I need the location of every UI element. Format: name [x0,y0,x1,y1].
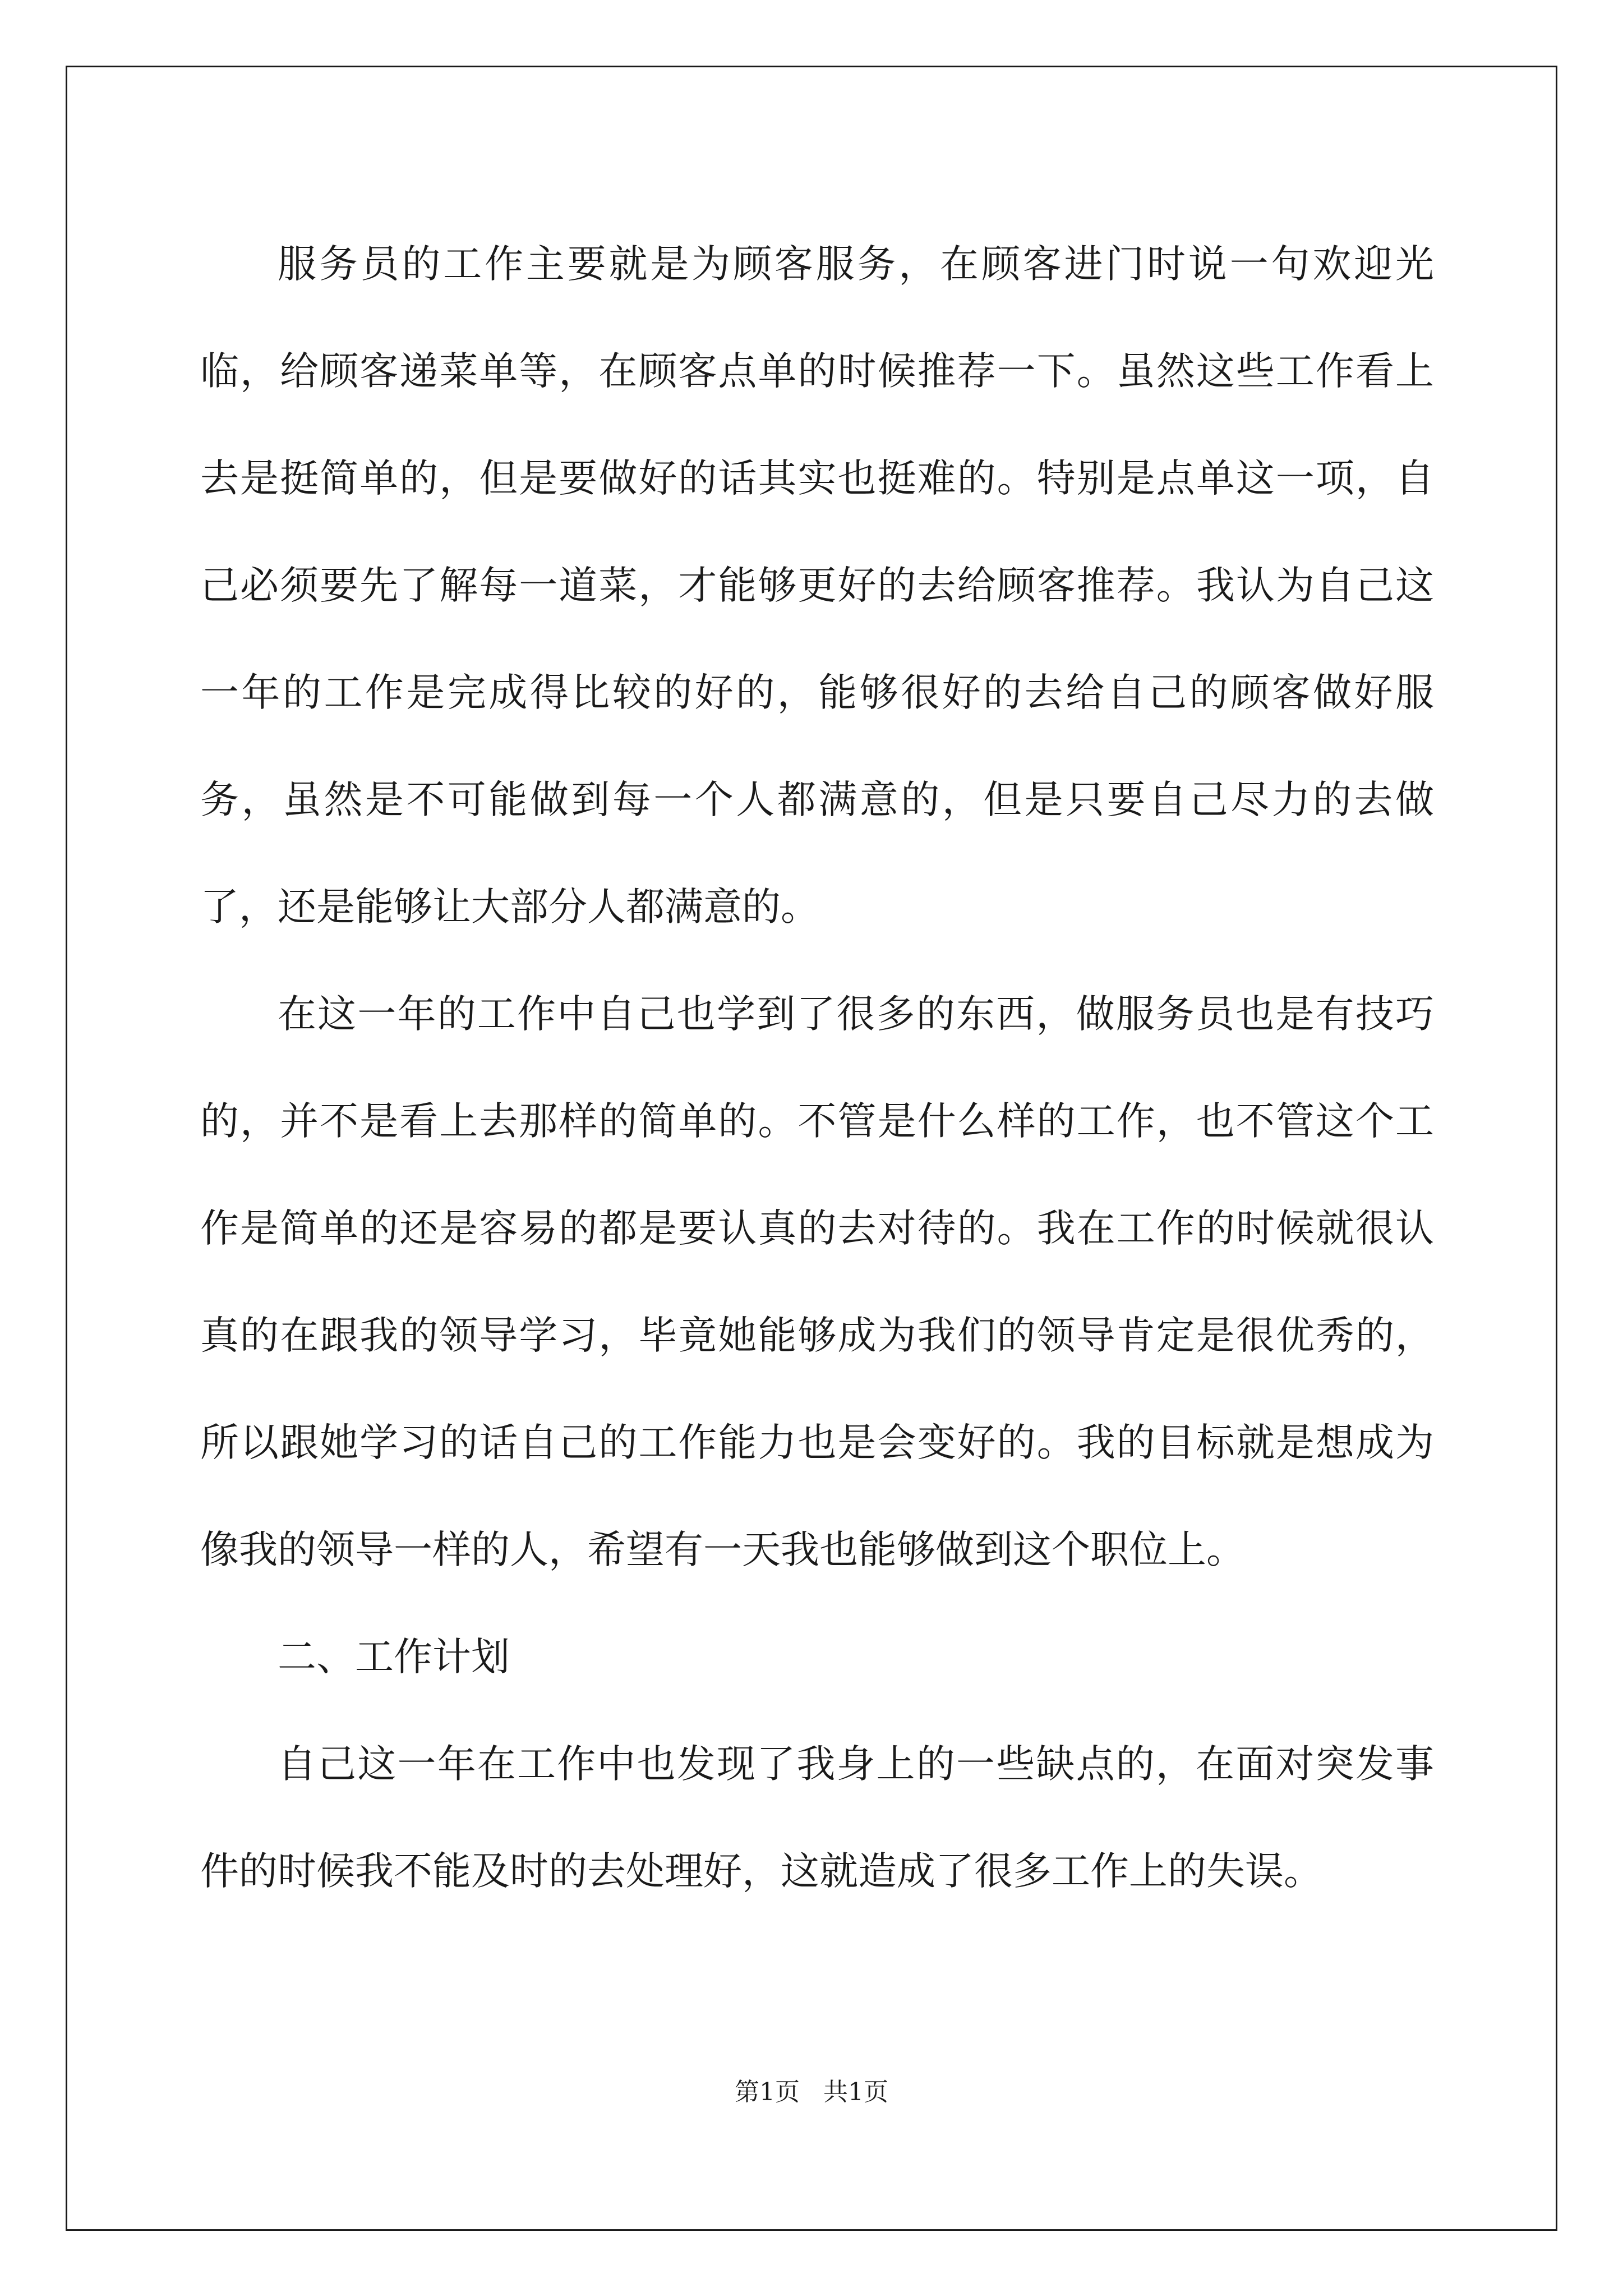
page-number-footer: 第1页 共1页 [735,2078,888,2106]
paragraph-2: 在这一年的工作中自己也学到了很多的东西，做服务员也是有技巧的，并不是看上去那样的简单的。不管是什么样的工作，也不管这个工作是简单的还是容易的都是要认真的去对待的。我在工作的时候就很认真的在跟我的领导学习，毕竟她能够成为我们的领导肯定是很优秀的，所以跟她学习的话自己的工作能力也是会变好的。我的目标就是想成为像我的领导一样的人，希望有一天我也能够做到这个职位上。 [200,992,1434,1572]
paragraph-3: 自己这一年在工作中也发现了我身上的一些缺点的，在面对突发事件的时候我不能及时的去处理好，这就造成了很多工作上的失误。 [200,1742,1434,1894]
document-body [200,211,1434,1925]
paragraph-1: 服务员的工作主要就是为顾客服务，在顾客进门时说一句欢迎光临，给顾客递菜单等，在顾客点单的时候推荐一下。虽然这些工作看上去是挺简单的，但是要做好的话其实也挺难的。特别是点单这一项，自己必须要先了解每一道菜，才能够更好的去给顾客推荐。我认为自己这一年的工作是完成得比较的好的，能够很好的去给自己的顾客做好服务，虽然是不可能做到每一个人都满意的，但是只要自己尽力的去做了，还是能够让大部分人都满意的。 [200,242,1434,930]
section-heading: 二、工作计划 [278,1635,510,1680]
